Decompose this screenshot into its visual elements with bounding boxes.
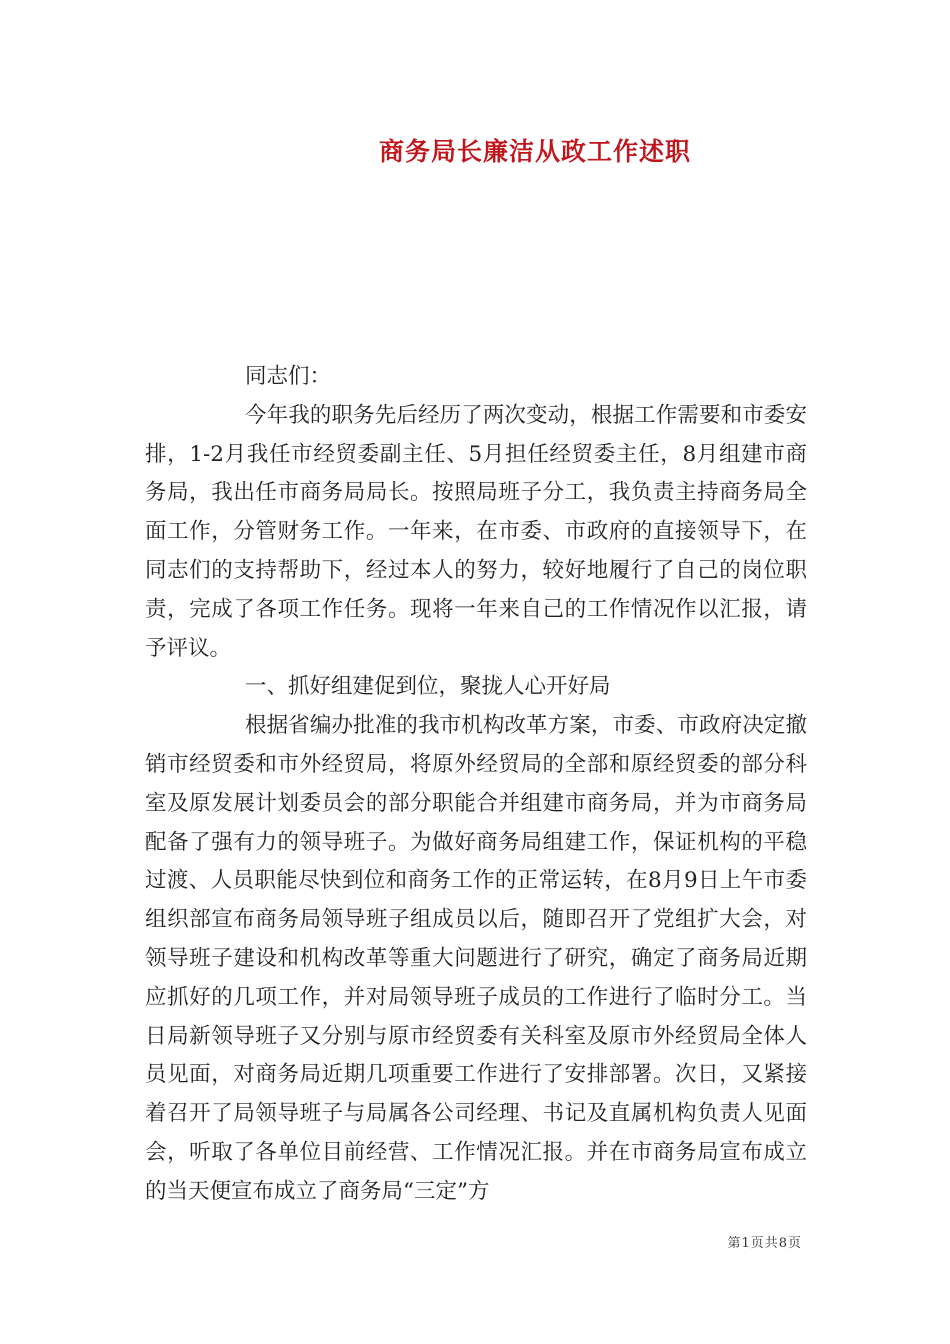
intro-paragraph: 今年我的职务先后经历了两次变动，根据工作需要和市委安排，1-2月我任市经贸委副主任、5月担任经贸委主任，8月组建市商务局，我出任市商务局局长。按照局班子分工，我负责主持商务局全面工作，分管财务工作。一年来，在市委、市政府的直接领导下，在同志们的支持帮助下，经过本人的努力，较好地履行了自己的岗位职责，完成了各项工作任务。现将一年来自己的工作情况作以汇报，请予评议。	[145, 402, 807, 661]
document-body	[145, 358, 807, 1212]
salutation-paragraph: 同志们：	[245, 364, 332, 389]
section-heading: 一、抓好组建促到位，聚拢人心开好局	[245, 674, 611, 700]
page-number: 第1页共8页	[727, 1236, 802, 1251]
body-paragraph: 根据省编办批准的我市机构改革方案，市委、市政府决定撤销市经贸委和市外经贸局，将原外经贸局的全部和原经贸委的部分科室及原发展计划委员会的部分职能合并组建市商务局，并为市商务局配备了强有力的领导班子。为做好商务局组建工作，保证机构的平稳过渡、人员职能尽快到位和商务工作的正常运转，在8月9日上午市委组织部宣布商务局领导班子组成员以后，随即召开了党组扩大会，对领导班子建设和机构改革等重大问题进行了研究，确定了商务局近期应抓好的几项工作，并对局领导班子成员的工作进行了临时分工。当日局新领导班子又分别与原市经贸委有关科室及原市外经贸局全体人员见面，对商务局近期几项重要工作进行了安排部署。次日，又紧接着召开了局领导班子与局属各公司经理、书记及直属机构负责人见面会，听取了各单位目前经营、工作情况汇报。并在市商务局宣布成立的当天便宣布成立了商务局“三定”方	[145, 713, 807, 1204]
document-title: 商务局长廉洁从政工作述职	[378, 137, 691, 166]
